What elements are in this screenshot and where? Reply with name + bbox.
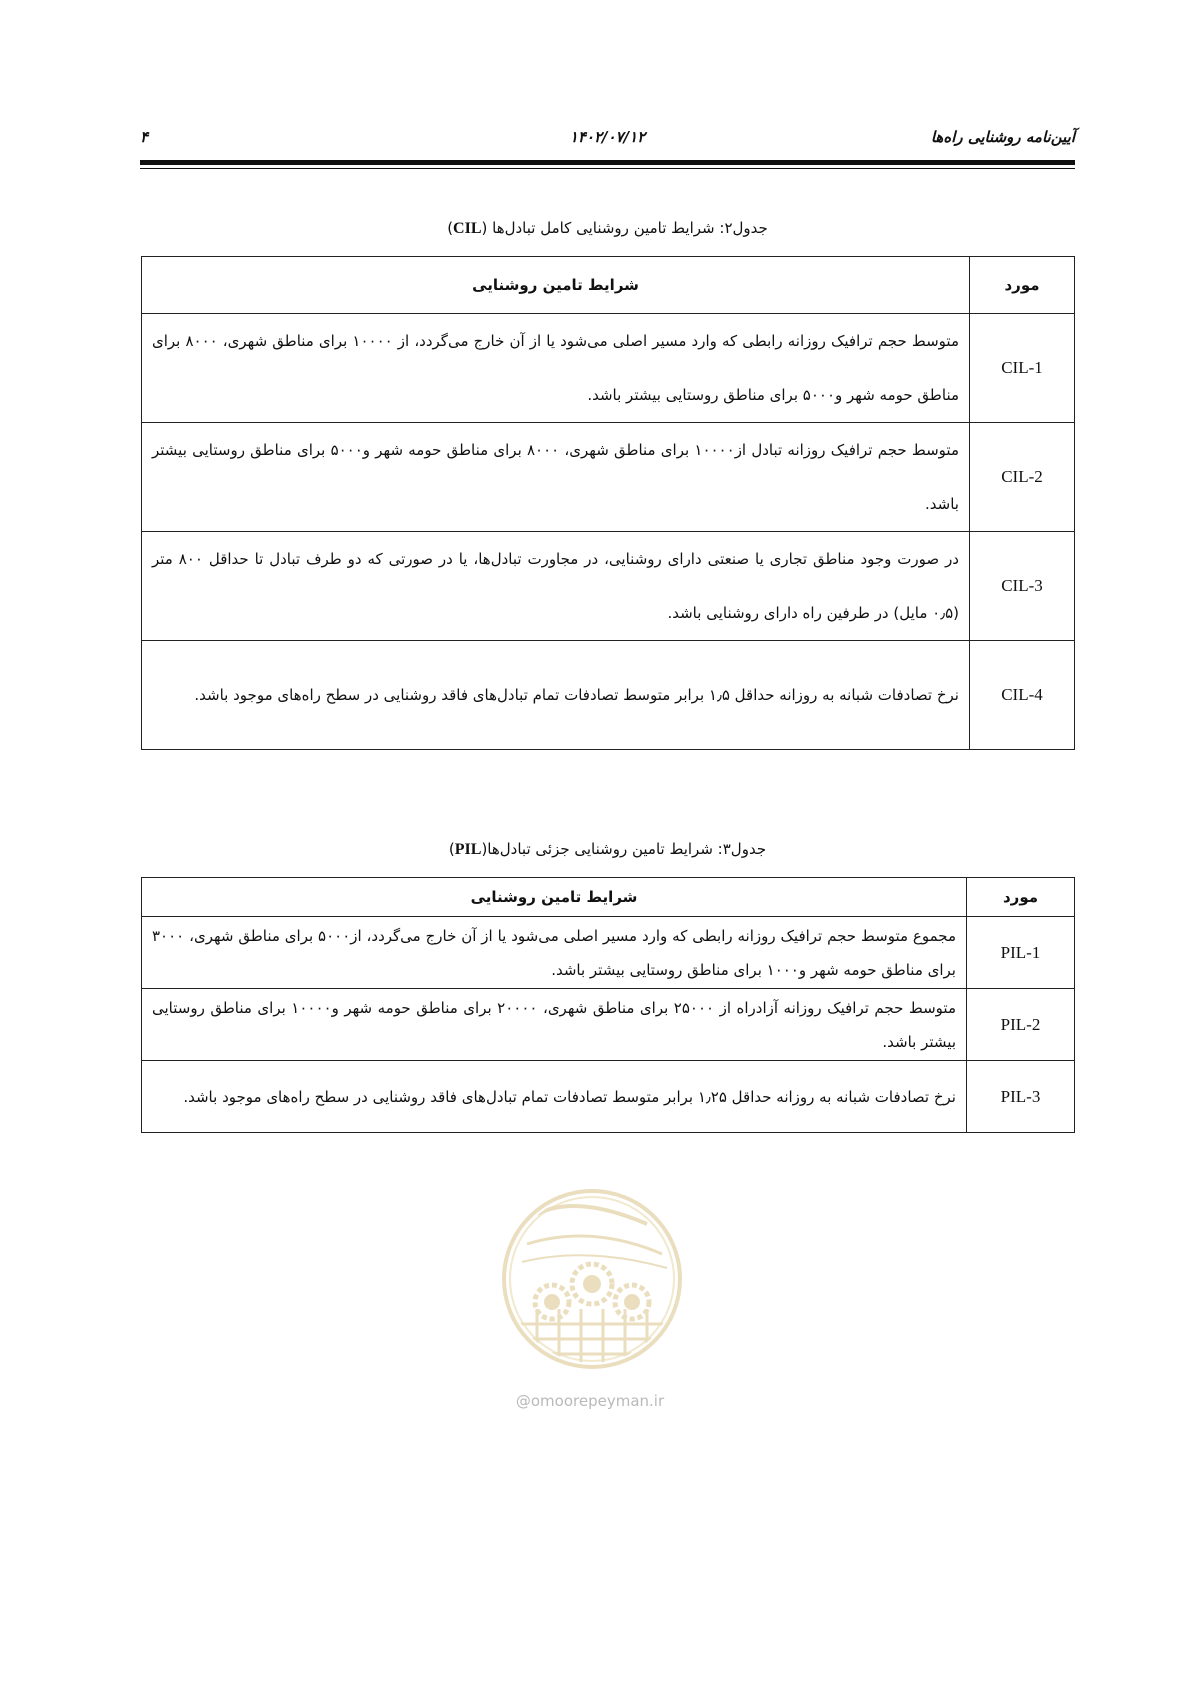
table-row	[142, 917, 1075, 989]
watermark-emblem-icon	[497, 1184, 687, 1374]
column-header-item: مورد	[967, 878, 1075, 917]
table-header-row	[142, 878, 1075, 917]
page-number: ۴	[140, 128, 149, 146]
row-code: CIL-1	[970, 314, 1075, 423]
table-row	[142, 989, 1075, 1061]
table-row	[142, 314, 1075, 423]
table1-caption-prefix: جدول۲: شرایط تامین روشنایی کامل تبادل‌ها (	[481, 219, 768, 237]
row-code: PIL-3	[967, 1061, 1075, 1133]
watermark-handle: @omoorepeyman.ir	[515, 1392, 665, 1410]
table2-caption-suffix: )	[448, 840, 455, 858]
document-title: آیین‌نامه روشنایی راه‌ها	[930, 128, 1075, 146]
table-cil	[141, 256, 1075, 750]
table-row	[142, 641, 1075, 750]
row-condition: نرخ تصادفات شبانه به روزانه حداقل ۱٫۵ برابر متوسط تصادفات تمام تبادل‌های فاقد روشنایی در سطح راه‌های موجود باشد.	[142, 641, 970, 750]
table-header-row	[142, 257, 1075, 314]
row-condition: متوسط حجم ترافیک روزانه تبادل از۱۰۰۰۰ برای مناطق شهری، ۸۰۰۰ برای مناطق حومه شهر و۵۰۰۰ برای مناطق روستایی بیشتر باشد.	[142, 423, 970, 532]
row-condition: نرخ تصادفات شبانه به روزانه حداقل ۱٫۲۵ برابر متوسط تصادفات تمام تبادل‌های فاقد روشنایی در سطح راه‌های موجود باشد.	[142, 1061, 967, 1133]
column-header-conditions: شرایط تامین روشنایی	[142, 878, 967, 917]
table-pil	[141, 877, 1075, 1133]
table1-caption-code: CIL	[453, 220, 482, 237]
table-row	[142, 532, 1075, 641]
table-row	[142, 423, 1075, 532]
row-condition: مجموع متوسط حجم ترافیک روزانه رابطی که وارد مسیر اصلی می‌شود یا از آن خارج می‌گردد، از۵۰۰۰ برای مناطق شهری، ۳۰۰۰ برای مناطق حومه شهر و۱۰۰۰ برای مناطق روستایی بیشتر باشد.	[142, 917, 967, 989]
row-code: CIL-2	[970, 423, 1075, 532]
table2-caption-code: PIL	[454, 841, 482, 858]
row-code: CIL-3	[970, 532, 1075, 641]
header-rule-thick	[140, 160, 1075, 165]
row-condition: متوسط حجم ترافیک روزانه آزادراه از ۲۵۰۰۰ برای مناطق شهری، ۲۰۰۰۰ برای مناطق حومه شهر و۱۰۰۰۰ برای مناطق روستایی بیشتر باشد.	[142, 989, 967, 1061]
row-code: PIL-2	[967, 989, 1075, 1061]
table2-caption	[140, 840, 1075, 859]
row-condition: در صورت وجود مناطق تجاری یا صنعتی دارای روشنایی، در مجاورت تبادل‌ها، یا در صورتی که دو طرف تبادل تا حداقل ۸۰۰ متر (۰٫۵ مایل) در طرفین راه دارای روشنایی باشد.	[142, 532, 970, 641]
document-date: ۱۴۰۲/۰۷/۱۲	[569, 128, 646, 146]
table1-caption-suffix: )	[447, 219, 454, 237]
row-code: CIL-4	[970, 641, 1075, 750]
watermark-logo	[497, 1184, 687, 1374]
table2-caption-prefix: جدول۳: شرایط تامین روشنایی جزئی تبادل‌ها(	[481, 840, 767, 858]
column-header-item: مورد	[970, 257, 1075, 314]
page-header	[140, 128, 1075, 154]
row-code: PIL-1	[967, 917, 1075, 989]
table-row	[142, 1061, 1075, 1133]
header-rule-thin	[140, 168, 1075, 169]
table1-caption	[140, 219, 1075, 238]
column-header-conditions: شرایط تامین روشنایی	[142, 257, 970, 314]
row-condition: متوسط حجم ترافیک روزانه رابطی که وارد مسیر اصلی می‌شود یا از آن خارج می‌گردد، از ۱۰۰۰۰ برای مناطق شهری، ۸۰۰۰ برای مناطق حومه شهر و۵۰۰۰ برای مناطق روستایی بیشتر باشد.	[142, 314, 970, 423]
